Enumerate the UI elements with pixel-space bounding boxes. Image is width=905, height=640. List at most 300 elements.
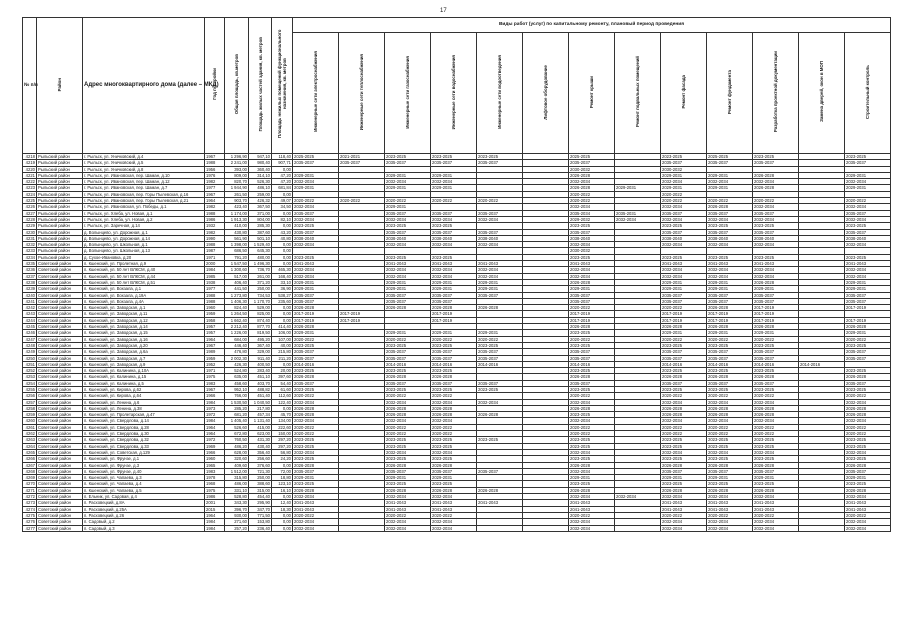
cell-work-period: 2035-2037 <box>431 160 477 166</box>
cell-work-period: 2029-2031 <box>707 475 753 481</box>
cell-work-period: 2020-2022 <box>661 336 707 342</box>
col-header-work-0: Инженерные сети электроснабжения <box>293 33 339 154</box>
cell-number: 4252 <box>23 368 37 374</box>
cell-work-period: 2041-2043 <box>385 261 431 267</box>
cell-work-period: 2020-2022 <box>707 512 753 518</box>
cell-work-period: 2041-2043 <box>293 500 339 506</box>
cell-nonliving-area: 0,00 <box>272 166 293 172</box>
cell-living-area: 488,82 <box>249 386 272 392</box>
cell-work-period: 2017-2019 <box>431 317 477 323</box>
cell-work-period: 2020-2022 <box>569 305 615 311</box>
cell-number: 4232 <box>23 242 37 248</box>
cell-address: п. Кшенский, ул. Советская, д.129 <box>83 449 205 455</box>
cell-total-area: 406,40 <box>225 279 249 285</box>
cell-total-area: 524,80 <box>225 368 249 374</box>
cell-year: 1967 <box>205 386 225 392</box>
cell-total-area: 1 405,40 <box>225 418 249 424</box>
cell-work-period: 2020-2022 <box>845 393 891 399</box>
cell-year: 1964 <box>205 431 225 437</box>
cell-work-period: 2020-2022 <box>661 512 707 518</box>
cell-work-period: 2032-2034 <box>661 519 707 525</box>
cell-work-period: 2023-2025 <box>385 368 431 374</box>
col-header-work-10: Разработка проектной документации <box>753 33 799 154</box>
cell-district: Советский район <box>37 512 83 518</box>
cell-total-area: 528,80 <box>225 494 249 500</box>
cell-work-period: 2032-2034 <box>569 519 615 525</box>
cell-work-period: 2035-2037 <box>845 160 891 166</box>
cell-number: 4263 <box>23 437 37 443</box>
cell-work-period: 2032-2034 <box>385 179 431 185</box>
cell-address: п. Кшенский, ул. Заводская, д.1 <box>83 305 205 311</box>
cell-work-period: 2029-2031 <box>753 286 799 292</box>
cell-total-area: 952,10 <box>225 386 249 392</box>
cell-total-area: 1 264,50 <box>225 311 249 317</box>
cell-work-period: 2035-2037 <box>385 160 431 166</box>
col-header-work-8: Ремонт фасада <box>661 33 707 154</box>
cell-work-period: 2035-2037 <box>661 210 707 216</box>
cell-work-period: 2026-2028 <box>845 412 891 418</box>
cell-work-period: 2041-2043 <box>431 506 477 512</box>
cell-district: Советский район <box>37 261 83 267</box>
cell-work-period: 2026-2028 <box>293 405 339 411</box>
cell-work-period: 2017-2019 <box>569 311 615 317</box>
cell-work-period: 2020-2022 <box>661 198 707 204</box>
cell-year: 1977 <box>205 286 225 292</box>
cell-work-period: 2020-2022 <box>661 305 707 311</box>
cell-work-period: 2032-2034 <box>385 494 431 500</box>
cell-address: п. Кшенский, ул. Фрунзе, д.3 <box>83 462 205 468</box>
cell-district: Советский район <box>37 342 83 348</box>
cell-address: г. Рыльск, ул. Ивановская, пер. Шаман, д.12 <box>83 179 205 185</box>
cell-work-period: 2020-2022 <box>661 191 707 197</box>
cell-work-period: 2032-2034 <box>385 525 431 531</box>
cell-work-period: 2026-2028 <box>661 405 707 411</box>
cell-work-period: 2032-2034 <box>431 399 477 405</box>
cell-nonliving-area: 0,00 <box>272 210 293 216</box>
cell-living-area: 400,50 <box>249 361 272 367</box>
col-header-work-6: Ремонт крыши <box>569 33 615 154</box>
cell-work-period: 2032-2034 <box>845 519 891 525</box>
cell-work-period: 2026-2028 <box>707 324 753 330</box>
cell-work-period: 2023-2025 <box>845 481 891 487</box>
cell-address: п. Кшенский, ул. Заводская, д.20 <box>83 342 205 348</box>
cell-work-period: 2032-2034 <box>661 204 707 210</box>
cell-work-period: 2035-2037 <box>661 292 707 298</box>
cell-work-period: 2020-2022 <box>661 431 707 437</box>
cell-work-period: 2035-2037 <box>707 160 753 166</box>
cell-work-period: 2029-2031 <box>431 185 477 191</box>
cell-work-period: 2032-2034 <box>293 418 339 424</box>
cell-work-period: 2021-2021 <box>339 154 385 160</box>
cell-living-area: 356,40 <box>249 449 272 455</box>
cell-year: 1988 <box>205 242 225 248</box>
cell-work-period: 2023-2025 <box>385 154 431 160</box>
cell-address: г. Рыльск, ул. Заречная, д.14 <box>83 223 205 229</box>
cell-work-period: 2029-2031 <box>753 475 799 481</box>
cell-nonliving-area: 43,20 <box>272 229 293 235</box>
cell-work-period: 2020-2022 <box>385 336 431 342</box>
cell-year: 1959 <box>205 355 225 361</box>
cell-nonliving-area: 12,40 <box>272 500 293 506</box>
cell-work-period: 2023-2025 <box>661 386 707 392</box>
cell-nonliving-area: 0,00 <box>272 261 293 267</box>
cell-work-period: 2035-2037 <box>385 298 431 304</box>
cell-work-period: 2023-2025 <box>845 154 891 160</box>
cell-address: п. Кшенский, ул. Калинина, д.10А <box>83 368 205 374</box>
cell-work-period: 2020-2022 <box>431 198 477 204</box>
cell-year: 1987 <box>205 248 225 254</box>
cell-number: 4255 <box>23 386 37 392</box>
cell-nonliving-area: 215,80 <box>272 349 293 355</box>
cell-living-area: 360,40 <box>249 166 272 172</box>
cell-work-period: 2020-2022 <box>293 512 339 518</box>
cell-number: 4262 <box>23 431 37 437</box>
cell-work-period: 2029-2031 <box>293 475 339 481</box>
cell-address: п. Садовый, д.3 <box>83 525 205 531</box>
cell-number: 4240 <box>23 292 37 298</box>
cell-work-period: 2026-2028 <box>431 405 477 411</box>
cell-total-area: 441,50 <box>225 286 249 292</box>
cell-work-period: 2023-2025 <box>661 437 707 443</box>
cell-work-period: 2041-2043 <box>569 261 615 267</box>
cell-work-period: 2032-2034 <box>431 449 477 455</box>
cell-total-area: 681,20 <box>225 412 249 418</box>
cell-work-period: 2026-2028 <box>385 405 431 411</box>
cell-work-period: 2032-2034 <box>707 494 753 500</box>
cell-work-period: 2032-2034 <box>707 449 753 455</box>
cell-district: Советский район <box>37 305 83 311</box>
cell-work-period: 2035-2037 <box>707 292 753 298</box>
col-header-address: Адрес многоквартирного дома (далее – МКД) <box>83 18 205 154</box>
cell-work-period: 2035-2037 <box>385 210 431 216</box>
cell-work-period: 2035-2037 <box>753 298 799 304</box>
cell-work-period: 2014-2016 <box>799 361 845 367</box>
cell-work-period: 2032-2034 <box>293 494 339 500</box>
cell-nonliving-area: 33,10 <box>272 279 293 285</box>
cell-living-area: 259,00 <box>249 191 272 197</box>
cell-address: п. Расховецкий, д.26 <box>83 512 205 518</box>
cell-work-period: 2032-2034 <box>615 216 661 222</box>
cell-total-area: 410,00 <box>225 223 249 229</box>
cell-work-period <box>339 525 385 531</box>
cell-work-period: 2035-2037 <box>385 292 431 298</box>
cell-total-area: 285,20 <box>225 405 249 411</box>
cell-work-period: 2026-2028 <box>753 374 799 380</box>
cell-work-period: 2029-2031 <box>293 286 339 292</box>
page-number: 17 <box>440 8 447 14</box>
cell-district: Рыльский район <box>37 242 83 248</box>
cell-nonliving-area: 47,20 <box>272 179 293 185</box>
cell-work-period: 2032-2034 <box>431 267 477 273</box>
cell-nonliving-area: 0,00 <box>272 248 293 254</box>
cell-work-period: 2032-2034 <box>569 494 615 500</box>
cell-nonliving-area: 0,00 <box>272 242 293 248</box>
cell-total-area: 426,30 <box>225 361 249 367</box>
cell-living-area: 771,50 <box>249 512 272 518</box>
cell-work-period: 2032-2034 <box>385 273 431 279</box>
cell-address: п. Кшенский, ул. Заводская, д.15 <box>83 330 205 336</box>
cell-year: 1964 <box>205 198 225 204</box>
cell-address: п. Кшенский, ул. Заводская, д.12 <box>83 317 205 323</box>
cell-work-period: 2023-2025 <box>753 437 799 443</box>
cell-number: 4261 <box>23 424 37 430</box>
cell-work-period: 2041-2043 <box>661 261 707 267</box>
cell-work-period: 2029-2031 <box>661 330 707 336</box>
cell-work-period: 2029-2031 <box>385 204 431 210</box>
cell-nonliving-area: 112,60 <box>272 393 293 399</box>
cell-number: 4269 <box>23 475 37 481</box>
col-header-living-area: Площадь жилых частей здания, кв. метров <box>249 18 272 154</box>
cell-number: 4227 <box>23 210 37 216</box>
cell-district: Советский район <box>37 311 83 317</box>
cell-work-period: 2035-2037 <box>753 355 799 361</box>
cell-work-period: 2026-2028 <box>293 374 339 380</box>
cell-work-period: 2026-2028 <box>845 324 891 330</box>
cell-living-area: 526,30 <box>249 179 272 185</box>
cell-work-period: 2026-2028 <box>753 324 799 330</box>
cell-work-period: 2023-2025 <box>431 456 477 462</box>
cell-work-period: 2041-2043 <box>753 500 799 506</box>
cell-year: 2001 <box>205 500 225 506</box>
cell-number: 4223 <box>23 185 37 191</box>
cell-work-period: 2035-2037 <box>845 229 891 235</box>
cell-total-area: 261,50 <box>225 191 249 197</box>
cell-work-period: 2041-2043 <box>293 261 339 267</box>
cell-number: 4272 <box>23 494 37 500</box>
cell-work-period: 2035-2037 <box>293 229 339 235</box>
cell-work-period: 2035-2037 <box>753 210 799 216</box>
cell-address: п. Расховецкий, д.8А <box>83 500 205 506</box>
cell-work-period: 2038-2040 <box>753 235 799 241</box>
cell-work-period: 2023-2025 <box>845 342 891 348</box>
cell-work-period: 2023-2025 <box>753 223 799 229</box>
cell-number: 4238 <box>23 279 37 285</box>
cell-district: Советский район <box>37 292 83 298</box>
cell-year: 1972 <box>205 412 225 418</box>
cell-work-period: 2026-2028 <box>845 462 891 468</box>
cell-number: 4218 <box>23 154 37 160</box>
cell-total-area: 635,00 <box>225 374 249 380</box>
cell-district: Рыльский район <box>37 223 83 229</box>
cell-work-period: 2032-2034 <box>385 216 431 222</box>
cell-district: Рыльский район <box>37 254 83 260</box>
cell-work-period: 2035-2037 <box>661 229 707 235</box>
cell-work-period: 2026-2028 <box>661 487 707 493</box>
cell-work-period: 2023-2025 <box>707 481 753 487</box>
cell-year: 1982 <box>205 204 225 210</box>
cell-address: д. Волынцево, ул. Дорожная, д.1 <box>83 229 205 235</box>
cell-work-period: 2032-2034 <box>385 449 431 455</box>
cell-work-period: 2017-2019 <box>293 311 339 317</box>
cell-work-period: 2032-2034 <box>845 242 891 248</box>
cell-nonliving-area: 0,00 <box>272 494 293 500</box>
cell-year: 1965 <box>205 462 225 468</box>
cell-work-period: 2041-2043 <box>661 506 707 512</box>
cell-work-period: 2020-2022 <box>845 336 891 342</box>
cell-work-period: 2035-2037 <box>293 292 339 298</box>
cell-work-period: 2026-2028 <box>707 374 753 380</box>
cell-work-period: 2032-2034 <box>569 273 615 279</box>
cell-district: Советский район <box>37 393 83 399</box>
cell-district: Советский район <box>37 525 83 531</box>
cell-work-period: 2026-2028 <box>753 405 799 411</box>
cell-number: 4275 <box>23 512 37 518</box>
cell-work-period: 2035-2037 <box>753 229 799 235</box>
cell-work-period: 2026-2028 <box>477 305 523 311</box>
cell-total-area: 1 300,60 <box>225 267 249 273</box>
cell-work-period: 2032-2034 <box>293 273 339 279</box>
cell-total-area: 903,70 <box>225 198 249 204</box>
cell-work-period: 2020-2022 <box>431 393 477 399</box>
cell-work-period: 2035-2037 <box>293 468 339 474</box>
cell-nonliving-area: 414,40 <box>272 324 293 330</box>
cell-work-period: 2032-2034 <box>431 494 477 500</box>
cell-address: п. Кшенский, ул. Пролетарская, д.47 <box>83 412 205 418</box>
cell-year: 1958 <box>205 317 225 323</box>
cell-number: 4228 <box>23 216 37 222</box>
cell-work-period: 2029-2031 <box>569 475 615 481</box>
cell-living-area: 387,60 <box>249 229 272 235</box>
cell-work-period: 2026-2028 <box>753 279 799 285</box>
cell-year: 1975 <box>205 374 225 380</box>
cell-work-period: 2023-2025 <box>845 223 891 229</box>
cell-work-period: 2017-2019 <box>339 311 385 317</box>
cell-year: 1990 <box>205 235 225 241</box>
cell-number: 4267 <box>23 462 37 468</box>
cell-work-period: 2023-2025 <box>753 481 799 487</box>
cell-living-area: 314,10 <box>249 172 272 178</box>
cell-work-period: 2032-2034 <box>753 525 799 531</box>
cell-work-period: 2041-2043 <box>569 500 615 506</box>
cell-address: г. Рыльск, ул. Ивановская, ул. Победы, д.1 <box>83 204 205 210</box>
cell-district: Советский район <box>37 506 83 512</box>
cell-total-area: 809,00 <box>225 172 249 178</box>
cell-total-area: 1 944,90 <box>225 185 249 191</box>
cell-work-period: 2020-2022 <box>845 431 891 437</box>
cell-work-period: 2041-2043 <box>477 261 523 267</box>
cell-number: 4229 <box>23 223 37 229</box>
cell-work-period: 2025-2025 <box>707 154 753 160</box>
cell-work-period: 2032-2034 <box>753 204 799 210</box>
cell-work-period: 2035-2037 <box>431 210 477 216</box>
cell-year: 1982 <box>205 179 225 185</box>
cell-work-period: 2020-2022 <box>569 431 615 437</box>
cell-work-period: 2020-2022 <box>293 431 339 437</box>
cell-number: 4250 <box>23 355 37 361</box>
cell-living-area: 721,30 <box>249 468 272 474</box>
cell-work-period: 2038-2040 <box>293 235 339 241</box>
cell-number: 4246 <box>23 330 37 336</box>
cell-work-period: 2029-2031 <box>845 475 891 481</box>
cell-total-area: 791,20 <box>225 254 249 260</box>
cell-work-period: 2032-2034 <box>707 399 753 405</box>
cell-work-period: 2026-2028 <box>385 305 431 311</box>
cell-work-period: 2014-2016 <box>753 361 799 367</box>
cell-work-period: 2020-2022 <box>845 512 891 518</box>
cell-number: 4248 <box>23 342 37 348</box>
cell-address: п. Кшенский, ул. Калинина, д.15 <box>83 374 205 380</box>
cell-number: 4276 <box>23 519 37 525</box>
cell-address: п. Кшенский, ул. Свердлова, д.30 <box>83 431 205 437</box>
cell-work-period: 2035-2037 <box>569 229 615 235</box>
cell-work-period: 2032-2034 <box>293 267 339 273</box>
cell-work-period: 2023-2025 <box>385 342 431 348</box>
cell-year: 1957 <box>205 330 225 336</box>
cell-work-period: 2032-2034 <box>477 273 523 279</box>
cell-work-period: 2032-2034 <box>569 179 615 185</box>
cell-number: 4221 <box>23 172 37 178</box>
cell-living-area: 256,60 <box>249 456 272 462</box>
cell-total-area: 820,70 <box>225 179 249 185</box>
cell-work-period: 2026-2028 <box>661 462 707 468</box>
cell-work-period: 2032-2034 <box>661 494 707 500</box>
cell-work-period: 2023-2025 <box>707 368 753 374</box>
cell-work-period: 2035-2037 <box>661 349 707 355</box>
cell-number: 4220 <box>23 166 37 172</box>
cell-year: 1985 <box>205 273 225 279</box>
cell-work-period: 2030-2032 <box>569 248 615 254</box>
cell-living-area: 819,50 <box>249 330 272 336</box>
cell-work-period: 2035-2034 <box>569 210 615 216</box>
cell-work-period: 2032-2034 <box>753 519 799 525</box>
cell-work-period: 2020-2022 <box>753 198 799 204</box>
cell-nonliving-area: 49,07 <box>272 198 293 204</box>
cell-total-area: 2 212,40 <box>225 324 249 330</box>
cell-work-period: 2023-2025 <box>569 456 615 462</box>
cell-work-period: 2035-2037 <box>661 355 707 361</box>
cell-living-area: 403,70 <box>249 380 272 386</box>
cell-district: Советский район <box>37 462 83 468</box>
cell-work-period: 2035-2037 <box>477 355 523 361</box>
cell-work-period: 2029-2031 <box>385 475 431 481</box>
cell-year: 1988 <box>205 160 225 166</box>
cell-year: 1960 <box>205 305 225 311</box>
cell-work-period: 2035-2037 <box>293 298 339 304</box>
cell-work-period: 2035-2037 <box>845 355 891 361</box>
cell-work-period: 2020-2022 <box>753 424 799 430</box>
cell-nonliving-area: 40,00 <box>272 342 293 348</box>
cell-work-period: 2032-2034 <box>845 525 891 531</box>
cell-address: п. Ельник, ул. Садовая, д.4 <box>83 494 205 500</box>
col-header-total-area: Общая площадь, кв.метров <box>225 18 249 154</box>
cell-work-period: 2035-2037 <box>753 380 799 386</box>
cell-work-period: 2035-2037 <box>477 160 523 166</box>
cell-work-period: 2035-2037 <box>753 160 799 166</box>
cell-work-period: 2032-2034 <box>661 449 707 455</box>
cell-year: 1960 <box>205 456 225 462</box>
cell-nonliving-area: 0,00 <box>272 361 293 367</box>
cell-work-period: 2041-2043 <box>845 506 891 512</box>
cell-work-period: 2032-2034 <box>707 418 753 424</box>
cell-living-area: 426,32 <box>249 198 272 204</box>
cell-work-period: 2020-2022 <box>385 431 431 437</box>
cell-total-area: 561,90 <box>225 235 249 241</box>
cell-work-period: 2014-2016 <box>661 361 707 367</box>
cell-nonliving-area: 56,80 <box>272 449 293 455</box>
cell-district: Советский район <box>37 494 83 500</box>
cell-total-area: 1 662,40 <box>225 317 249 323</box>
cell-work-period: 2035-2037 <box>707 349 753 355</box>
cell-work-period: 2026-2028 <box>569 405 615 411</box>
cell-nonliving-area: 18,30 <box>272 506 293 512</box>
cell-work-period: 2032-2034 <box>707 525 753 531</box>
cell-work-period: 2029-2031 <box>661 286 707 292</box>
cell-district: Советский район <box>37 361 83 367</box>
cell-total-area: 331,10 <box>225 487 249 493</box>
cell-address: г. Рыльск, ул. Хлеба, ул. Новая, д.2 <box>83 216 205 222</box>
cell-work-period: 2023-2025 <box>477 386 523 392</box>
cell-address: п. Кшенский, ул. Вокзала, д.1 <box>83 286 205 292</box>
